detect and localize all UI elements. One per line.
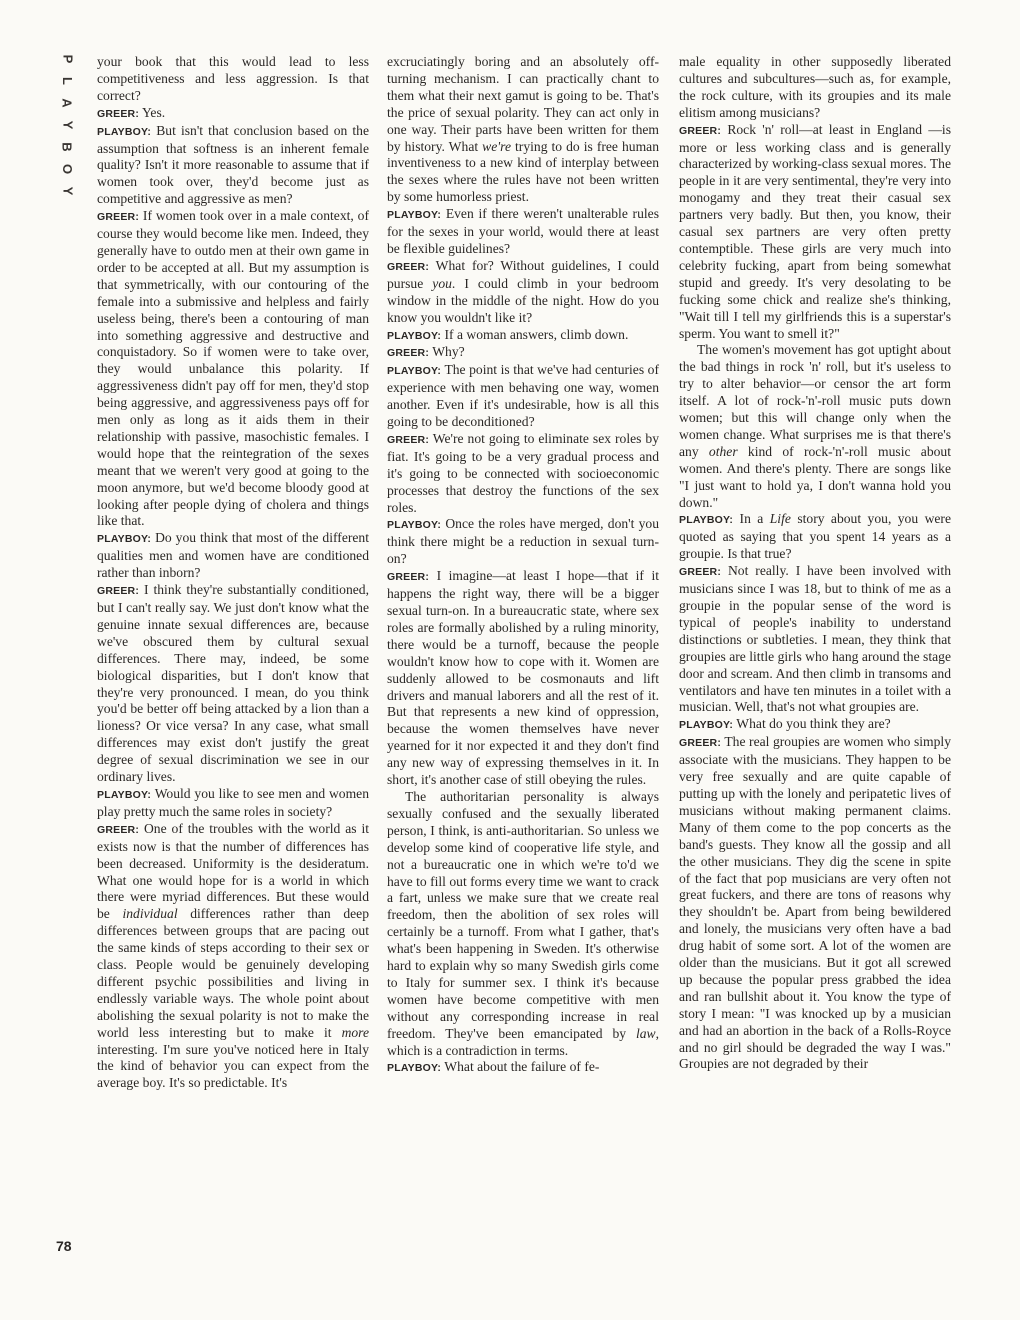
paragraph-text: excruciatingly boring and an absolutely off-turning mechanism. I can practically chant to them what their next gamut is going to be. That's the price of sexual polarity. They can act only in one way. Their parts have been written for them by history. What we're trying to do is free human inventiveness to a new kind of interplay between the sexes where the rules have not been written by some humorless priest.	[387, 54, 659, 205]
speaker-label: GREER:	[97, 211, 140, 224]
speaker-label: GREER:	[679, 566, 722, 579]
text-column-2	[387, 54, 659, 1077]
running-head-letter: Y	[59, 120, 75, 130]
paragraph	[387, 431, 659, 517]
speaker-label: GREER:	[679, 124, 722, 137]
paragraph	[97, 786, 369, 821]
speaker-label: GREER:	[387, 260, 430, 273]
running-head-letter: B	[59, 142, 75, 152]
paragraph	[679, 54, 951, 122]
paragraph	[387, 789, 659, 1060]
speaker-label: PLAYBOY:	[97, 533, 152, 546]
paragraph	[97, 123, 369, 209]
speaker-label: GREER:	[97, 585, 140, 598]
paragraph-text: Yes.	[141, 104, 166, 120]
paragraph	[97, 105, 369, 123]
speaker-label: PLAYBOY:	[387, 1062, 442, 1075]
speaker-label: GREER:	[387, 433, 430, 446]
paragraph	[387, 1059, 659, 1077]
running-head-letter: Y	[59, 186, 75, 196]
paragraph-text: The point is that we've had centuries of experience with men behaving one way, women another. Even if it's undesirable, how is all this going to be deconditioned?	[387, 362, 659, 430]
speaker-label: PLAYBOY:	[387, 329, 442, 342]
paragraph-text: What do you think they are?	[736, 716, 891, 732]
paragraph	[97, 582, 369, 786]
paragraph-text: Not really. I have been involved with musicians since I was 18, but to think of me as a groupie in the popular sense of the word is typical of people's inability to understand distinctions or subtleties. I mean, they think that groupies are little girls who hang around the stage door and scream. And then climb in transoms and ventilators and have ten minutes in a toilet with a musician. Well, that's not what groupies are.	[679, 563, 951, 715]
paragraph-text: Would you like to see men and women play pretty much the same roles in society?	[97, 785, 369, 819]
paragraph	[679, 563, 951, 716]
speaker-label: PLAYBOY:	[679, 719, 734, 732]
paragraph-text: If women took over in a male context, of course they would become like men. Indeed, they generally have to outdo men at their own game in order to be accepted at all. But my assumption is that symmetrically, with our contouring of the female into a submissive and helpless and fairly useless being, there's been a contouring of man into something aggressive and destructive and conquistadory. So if women were to take over, they would unbalance this polarity. If aggressiveness didn't pay off for men, they'd stop being aggressive, and aggressiveness pays off for men only as long as it aids them in their relationship with passive, masochistic females. I would hope that the reintegration of the sexes meant that we weren't very good at going to the moon anymore, but we'd become bloody good at looking after people dying of cholera and things like that.	[97, 208, 369, 529]
paragraph-text: The authoritarian personality is always sexually confused and the sexually liberated person, I think, is anti-authoritarian. So unless we develop some kind of cooperative life style, and not a bureaucratic one in which we're to'd we have to fill out forms every time we want to crack a fart, unless we make sure that we create real freedom, then the abolition of sex roles will certainly be a turnoff. From what I gather, that's what's been happening in Sweden. It's otherwise hard to explain why so many Swedish girls come to Italy for summer sex. I think it's because women have become competitive with men without any corresponding increase in real freedom. They've been emancipated by law, which is a contradiction in terms.	[387, 788, 659, 1058]
paragraph-text: The women's movement has got uptight about the bad things in rock 'n' roll, but it's useless to try to alter behavior—or censor the art form itself. A lot of rock-'n'-roll music puts down women; but this will change only when the women change. What surprises me is that there's any other kind of rock-'n'-roll music about women. And there's plenty. There are songs like "I just want to hold ya, I don't wanna hold you down."	[679, 342, 952, 510]
paragraph	[387, 206, 659, 258]
paragraph	[387, 362, 659, 431]
paragraph-text: your book that this would lead to less competitiveness and less aggression. Is that correct?	[97, 54, 369, 103]
paragraph-text: We're not going to eliminate sex roles by fiat. It's going to be a very gradual process and it's going to be connected with socioeconomic processes that destroy the functions of the sex roles.	[387, 430, 659, 515]
paragraph	[679, 511, 951, 563]
running-head-letter: A	[59, 98, 75, 108]
paragraph-text: Even if there weren't unalterable rules for the sexes in your world, would there at least be flexible guidelines?	[387, 206, 659, 256]
paragraph	[679, 122, 951, 343]
paragraph-text: But isn't that conclusion based on the assumption that softness is an inherent female quality? Isn't it more reasonable to assume that if women took over, they'd become just as competitive and aggressive as men?	[97, 122, 369, 207]
paragraph	[387, 568, 659, 789]
paragraph	[387, 516, 659, 568]
paragraph-text: What about the failure of fe-	[444, 1059, 600, 1075]
paragraph	[97, 530, 369, 582]
paragraph	[387, 54, 659, 206]
speaker-label: GREER:	[97, 823, 140, 836]
speaker-label: PLAYBOY:	[387, 209, 442, 222]
paragraph	[97, 208, 369, 530]
speaker-label: GREER:	[97, 107, 140, 120]
paragraph	[679, 716, 951, 734]
speaker-label: PLAYBOY:	[387, 365, 442, 378]
paragraph	[97, 54, 369, 105]
paragraph	[387, 344, 659, 362]
speaker-label: GREER:	[679, 737, 722, 750]
paragraph-text: Why?	[432, 344, 465, 360]
paragraph-text: The real groupies are women who simply associate with the musicians. They happen to be very free sexually and are quite capable of putting up with the lonely and peripatetic lives of musicians without making permanent claims. Many of them come to the pop concerts as the band's guests. They know all the gossip and all the other musicians. They dig the scene in spite of the fact that pop musicians are very often not great fuckers, and there are tons of reasons why they shouldn't be. Apart from being bewildered and lonely, the musicians very often have a bad drug habit of some sort. A lot of the women are older than the musicians. But it got all screwed up because the popular press grabbed the idea and ran bullshit about it. You know the type of story I mean: "I was knocked up by a musician and had an abortion in the back of a Rolls-Royce and no girl should be degraded the way I was." Groupies are not degraded by their	[679, 734, 952, 1072]
speaker-label: PLAYBOY:	[97, 125, 152, 138]
paragraph	[387, 258, 659, 327]
paragraph-text: Do you think that most of the different qualities men and women have are conditioned rather than inborn?	[97, 530, 369, 581]
speaker-label: PLAYBOY:	[387, 519, 442, 532]
paragraph	[387, 327, 659, 345]
running-head-letter: P	[59, 54, 75, 64]
paragraph-text: Rock 'n' roll—at least in England —is more or less working class and is generally characterized by working-class sexual mores. The people in it are very sentimental, they're very into monogamy and they treat their casual sex partners very badly. But then, you know, their casual sex partners are very often pretty contemptible. These girls are very much into celebrity fucking, apart from being somewhat stupid and greedy. It's very desolating to be fucking some chick and realize she's thinking, "Wait till I tell my girlfriends this is a superstar's sperm. You want to smell it?"	[679, 121, 951, 341]
paragraph-text: In a Life story about you, you were quoted as saying that you spent 14 years as a groupie. Is that true?	[679, 511, 951, 562]
paragraph-text: If a woman answers, climb down.	[444, 326, 629, 342]
speaker-label: PLAYBOY:	[679, 514, 734, 527]
text-column-3	[679, 54, 951, 1073]
running-head-letter: L	[59, 77, 75, 85]
paragraph-text: One of the troubles with the world as it exists now is that the number of differences has been decreased. Uniformity is the desideratum. What one would hope for is a world in which there were myriad differences. But these would be individual differences rather than deep differences between groups that are pacing out the same kinds of steps according to their sex or class. People would be genuinely developing different psychic possibilities and living in endlessly variable ways. The whole point about abolishing the sexual polarity is not to make the world less interesting but to make it more interesting. I'm sure you've noticed here in Italy the kind of behavior you can expect from the average boy. It's so predictable. It's	[97, 820, 370, 1091]
paragraph-text: I think they're substantially conditioned, but I can't really say. We just don't know what the genuine innate sexual differences are, because we've obscured them by cultural sexual differences. There may, indeed, be some biological disparities, but I don't know that they're very pronounced. I mean, do you think you'd be better off being attacked by a lion than a lioness? Or vice versa? In any case, what small differences may exist don't justify the great degree of sexual discrimination we see in our ordinary lives.	[97, 582, 369, 785]
speaker-label: GREER:	[387, 571, 430, 584]
speaker-label: PLAYBOY:	[97, 788, 152, 801]
paragraph-text: What for? Without guidelines, I could pursue you. I could climb in your bedroom window in the middle of the night. How do you know you wouldn't like it?	[387, 257, 659, 325]
text-column-1	[97, 54, 369, 1092]
speaker-label: GREER:	[387, 347, 430, 360]
paragraph	[97, 821, 369, 1093]
paragraph	[679, 342, 951, 511]
page-number: 78	[56, 1238, 72, 1254]
paragraph-text: male equality in other supposedly liberated cultures and subcultures—such as, for example, the rock culture, with its groupies and its male elitism among musicians?	[679, 54, 951, 120]
paragraph-text: Once the roles have merged, don't you think there might be a reduction in sexual turn-on?	[387, 516, 659, 567]
running-head-letter: O	[60, 163, 75, 175]
paragraph-text: I imagine—at least I hope—that if it happens the right way, there will be a bigger sexual turn-on. In a bureaucratic state, where sex roles are formally abolished by a ruling minority, there would be a turnoff, because the people wouldn't know how to cope with it. Women are suddenly allowed to be cosmonauts and lift drivers and manual laborers and all the rest of it. But that represents a new kind of oppression, because the women themselves have never yearned for it nor expected it and they don't find any new way of expressing themselves in it. In short, it's another case of still obeying the rules.	[387, 568, 659, 788]
running-head	[56, 48, 78, 202]
paragraph	[679, 734, 951, 1073]
